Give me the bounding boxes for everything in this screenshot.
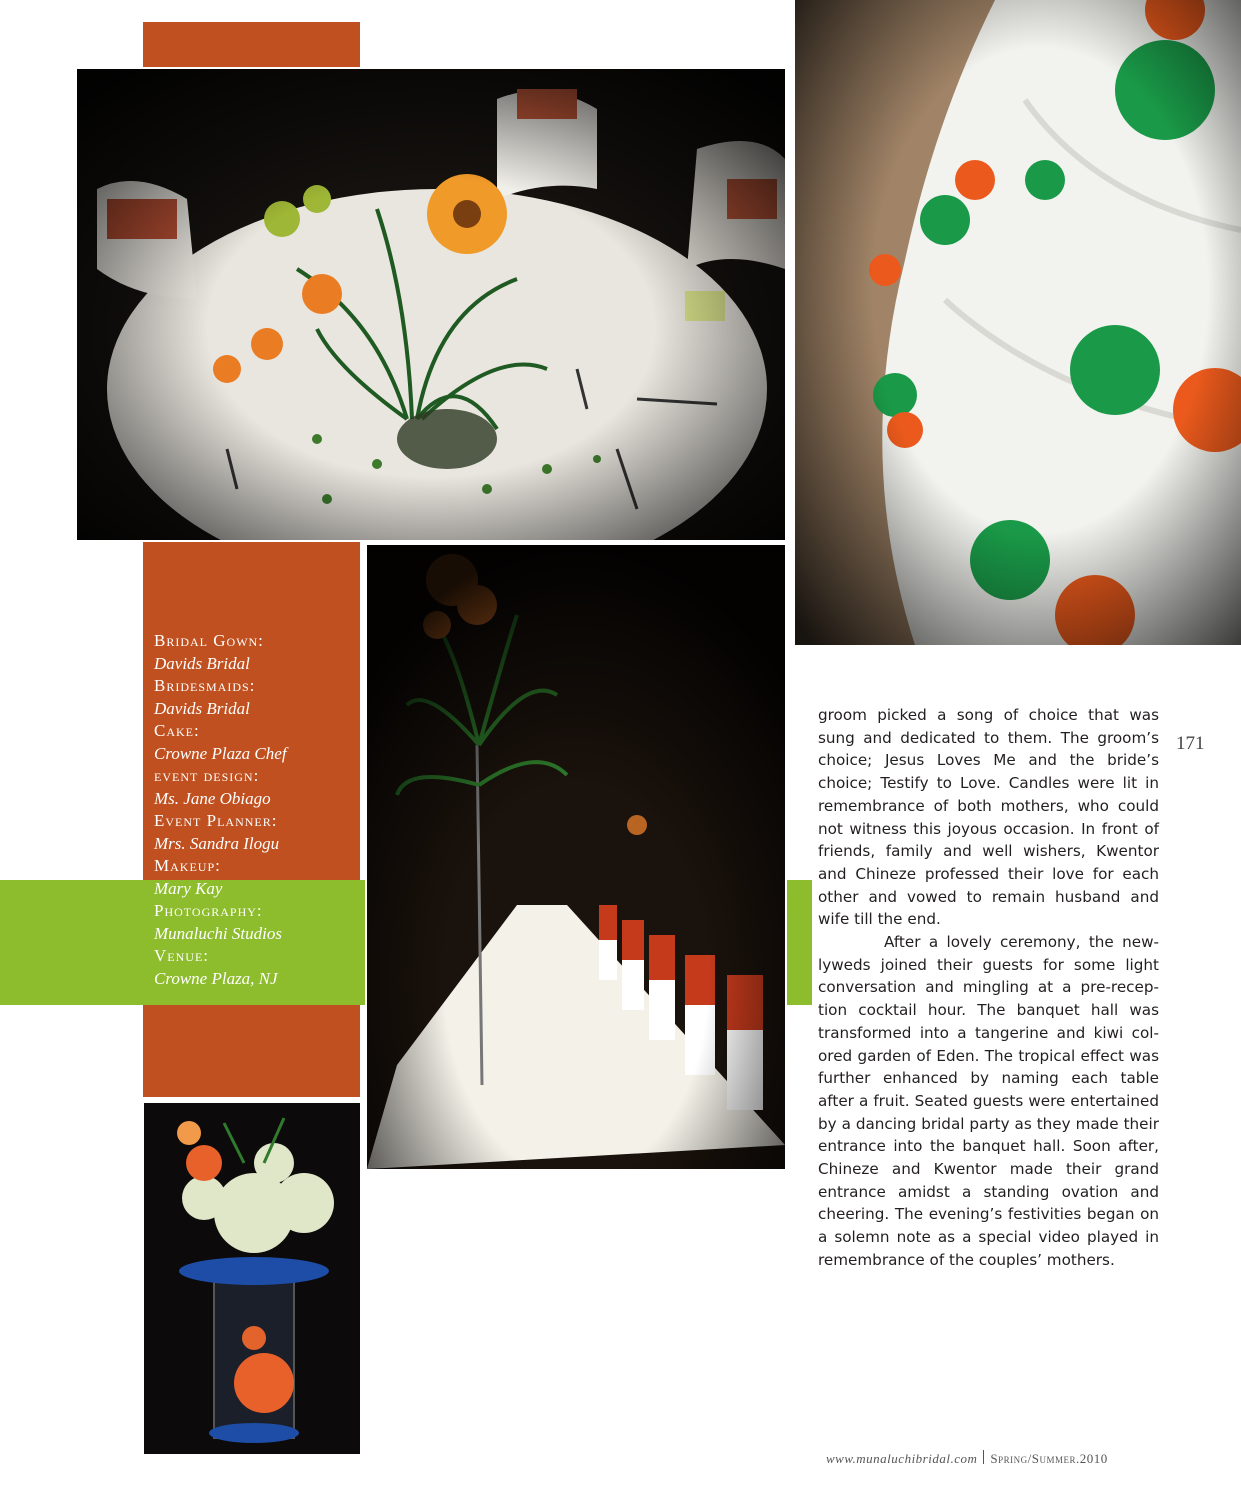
- credits-list: [154, 630, 354, 990]
- credit-name: Ms. Jane Obiago: [154, 789, 271, 808]
- table-centerpiece-photo: [77, 69, 785, 540]
- credit-name: Crowne Plaza, NJ: [154, 969, 278, 988]
- article-body: [818, 704, 1159, 1272]
- vase-centerpiece-photo: [144, 1103, 360, 1454]
- page-footer: [826, 1450, 1108, 1470]
- page-number: 171: [1176, 733, 1205, 754]
- credit-role: Photography:: [154, 901, 263, 920]
- article-paragraph: groom picked a song of choice that was sung and dedicated to them. The groom’s choice; Jesus Loves Me and the bride’s choice; Testify to Love. Candles were lit in remembrance of both mothers, who could not witness this joyous occasion. In front of friends, family and well wishers, Kwentor and Chineze professed their love for each other and vowed to remain husband and wife till the end.: [818, 706, 1159, 929]
- credit-role: event design:: [154, 766, 260, 785]
- credit-name: Davids Bridal: [154, 654, 250, 673]
- credit-name: Crowne Plaza Chef: [154, 744, 287, 763]
- credit-name: Mrs. Sandra Ilogu: [154, 834, 280, 853]
- credit-role: Bridesmaids:: [154, 676, 256, 695]
- footer-issue: Spring/Summer.2010: [990, 1451, 1108, 1466]
- banquet-table-photo: [367, 545, 785, 1169]
- wedding-cake-photo: [795, 0, 1241, 645]
- credit-role: Makeup:: [154, 856, 221, 875]
- credit-name: Mary Kay: [154, 879, 223, 898]
- article-paragraph: After a lovely ceremony, the newlyweds joined their guests for some light conversation and mingling at a pre-reception cocktail hour. The banquet hall was transformed into a tangerine and kiwi colored garden of Eden. The tropical effect was further enhanced by naming each table after a fruit. Seated guests were entertained by a dancing bridal party as they made their entrance into the banquet hall. Soon after, Chineze and Kwentor made their grand entrance amidst a standing ovation and cheering. The evening’s festivities began on a solemn note as a special video played in remembrance of the couples’ mothers.: [818, 933, 1159, 1269]
- credit-name: Munaluchi Studios: [154, 924, 282, 943]
- footer-url: www.munaluchibridal.com: [826, 1451, 978, 1466]
- credit-name: Davids Bridal: [154, 699, 250, 718]
- credit-role: Event Planner:: [154, 811, 278, 830]
- credit-role: Cake:: [154, 721, 200, 740]
- footer-divider: [983, 1450, 984, 1464]
- credit-role: Bridal Gown:: [154, 631, 264, 650]
- credit-role: Venue:: [154, 946, 209, 965]
